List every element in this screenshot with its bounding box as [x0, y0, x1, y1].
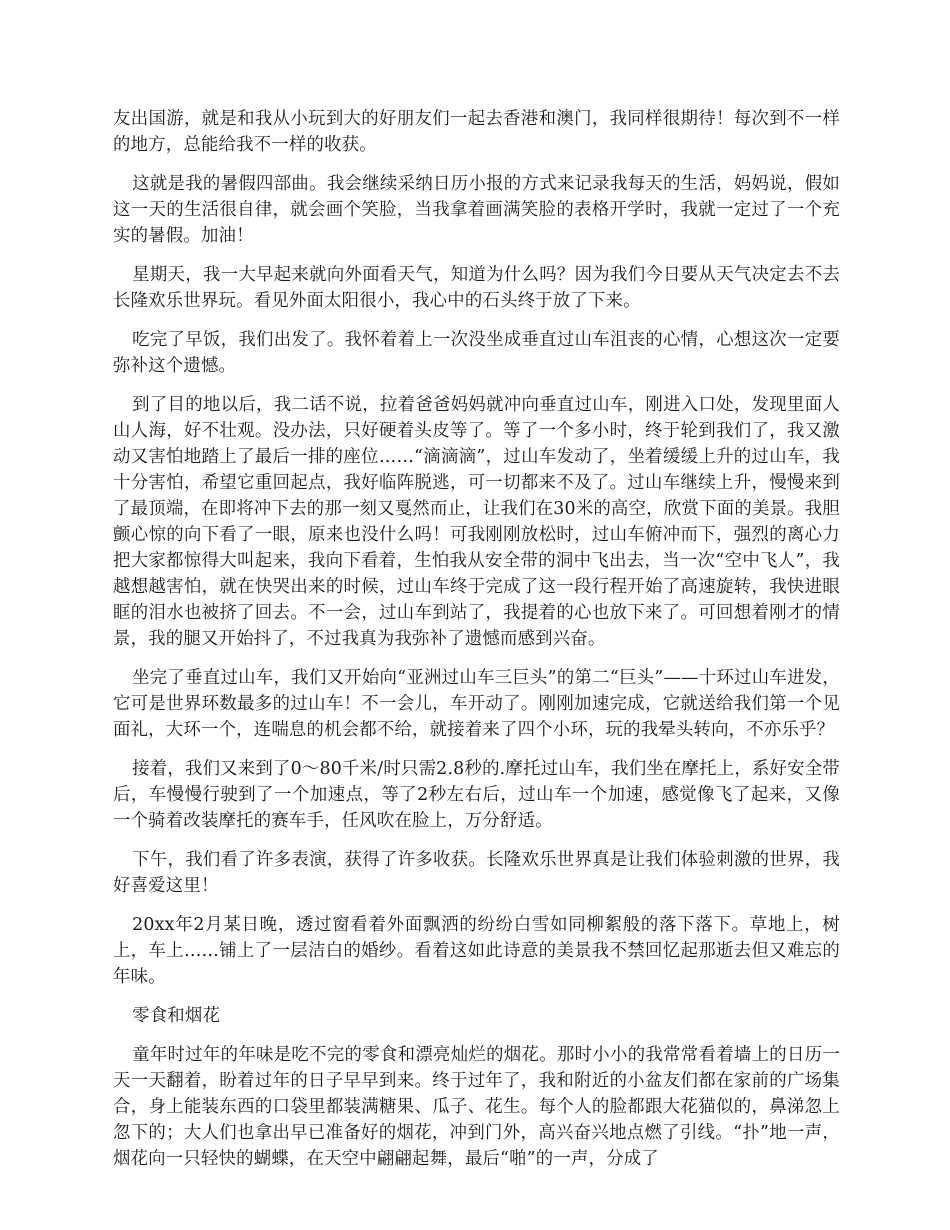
- paragraph-5: 到了目的地以后，我二话不说，拉着爸爸妈妈就冲向垂直过山车，刚进入口处，发现里面人山人海，好不壮观。没办法，只好硬着头皮等了。等了一个多小时，终于轮到我们了，我又激动又害怕地踏上了最后一排的座位……“滴滴滴”，过山车发动了，坐着缓缓上升的过山车，我十分害怕，希望它重回起点，我好临阵脱逃，可一切都来不及了。过山车继续上升，慢慢来到了最顶端，在即将冲下去的那一刻又戛然而止，让我们在30米的高空，欣赏下面的美景。我胆颤心惊的向下看了一眼，原来也没什么吗！可我刚刚放松时，过山车俯冲而下，强烈的离心力把大家都惊得大叫起来，我向下看着，生怕我从安全带的洞中飞出去，当一次“空中飞人”，我越想越害怕，就在快哭出来的时候，过山车终于完成了这一段行程开始了高速旋转，我快进眼眶的泪水也被挤了回去。不一会，过山车到站了，我提着的心也放下来了。可回想着刚才的情景，我的腿又开始抖了，不过我真为我弥补了遗憾而感到兴奋。: [113, 395, 840, 649]
- paragraph-4: 吃完了早饭，我们出发了。我怀着着上一次没坐成垂直过山车沮丧的心情，心想这次一定要弥补这个遗憾。: [113, 330, 840, 376]
- paragraph-8: 下午，我们看了许多表演，获得了许多收获。长隆欢乐世界真是让我们体验刺激的世界，我好喜爱这里！: [113, 850, 840, 896]
- paragraph-10: 童年时过年的年味是吃不完的零食和漂亮灿烂的烟花。那时小小的我常常看着墙上的日历一天一天翻着，盼着过年的日子早早到来。终于过年了，我和附近的小盆友们都在家前的广场集合，身上能装东西的口袋里都装满糖果、瓜子、花生。每个人的脸都跟大花猫似的，鼻涕忽上忽下的；大人们也拿出早已准备好的烟花，冲到门外，高兴奋兴地点燃了引线。“扑”地一声，烟花向一只轻快的蝴蝶，在天空中翩翩起舞，最后“啪”的一声，分成了: [113, 1045, 840, 1169]
- paragraph-2: 这就是我的暑假四部曲。我会继续采纳日历小报的方式来记录我每天的生活，妈妈说，假如这一天的生活很自律，就会画个笑脸，当我拿着画满笑脸的表格开学时，我就一定过了一个充实的暑假。加油！: [113, 174, 840, 246]
- paragraph-6: 坐完了垂直过山车，我们又开始向“亚洲过山车三巨头”的第二“巨头”——十环过山车进发，它可是世界环数最多的过山车！不一会儿，车开动了。刚刚加速完成，它就送给我们第一个见面礼，大环一个，连喘息的机会都不给，就接着来了四个小环，玩的我晕头转向，不亦乐乎？: [113, 668, 840, 740]
- paragraph-1: 友出国游，就是和我从小玩到大的好朋友们一起去香港和澳门，我同样很期待！每次到不一样的地方，总能给我不一样的收获。: [113, 109, 840, 155]
- paragraph-7: 接着，我们又来到了0～80千米/时只需2.8秒的.摩托过山车，我们坐在摩托上，系好安全带后，车慢慢行驶到了一个加速点，等了2秒左右后，过山车一个加速，感觉像飞了起来，又像一个骑着改装摩托的赛车手，任风吹在脸上，万分舒适。: [113, 759, 840, 831]
- document-page: [113, 106, 840, 1185]
- section-heading: 零食和烟花: [132, 1006, 221, 1026]
- paragraph-3: 星期天，我一大早起来就向外面看天气，知道为什么吗？因为我们今日要从天气决定去不去长隆欢乐世界玩。看见外面太阳很小，我心中的石头终于放了下来。: [113, 265, 840, 311]
- paragraph-9: 20xx年2月某日晚，透过窗看着外面飘洒的纷纷白雪如同柳絮般的落下落下。草地上，树上，车上……铺上了一层洁白的婚纱。看着这如此诗意的美景我不禁回忆起那逝去但又难忘的年味。: [113, 915, 840, 987]
